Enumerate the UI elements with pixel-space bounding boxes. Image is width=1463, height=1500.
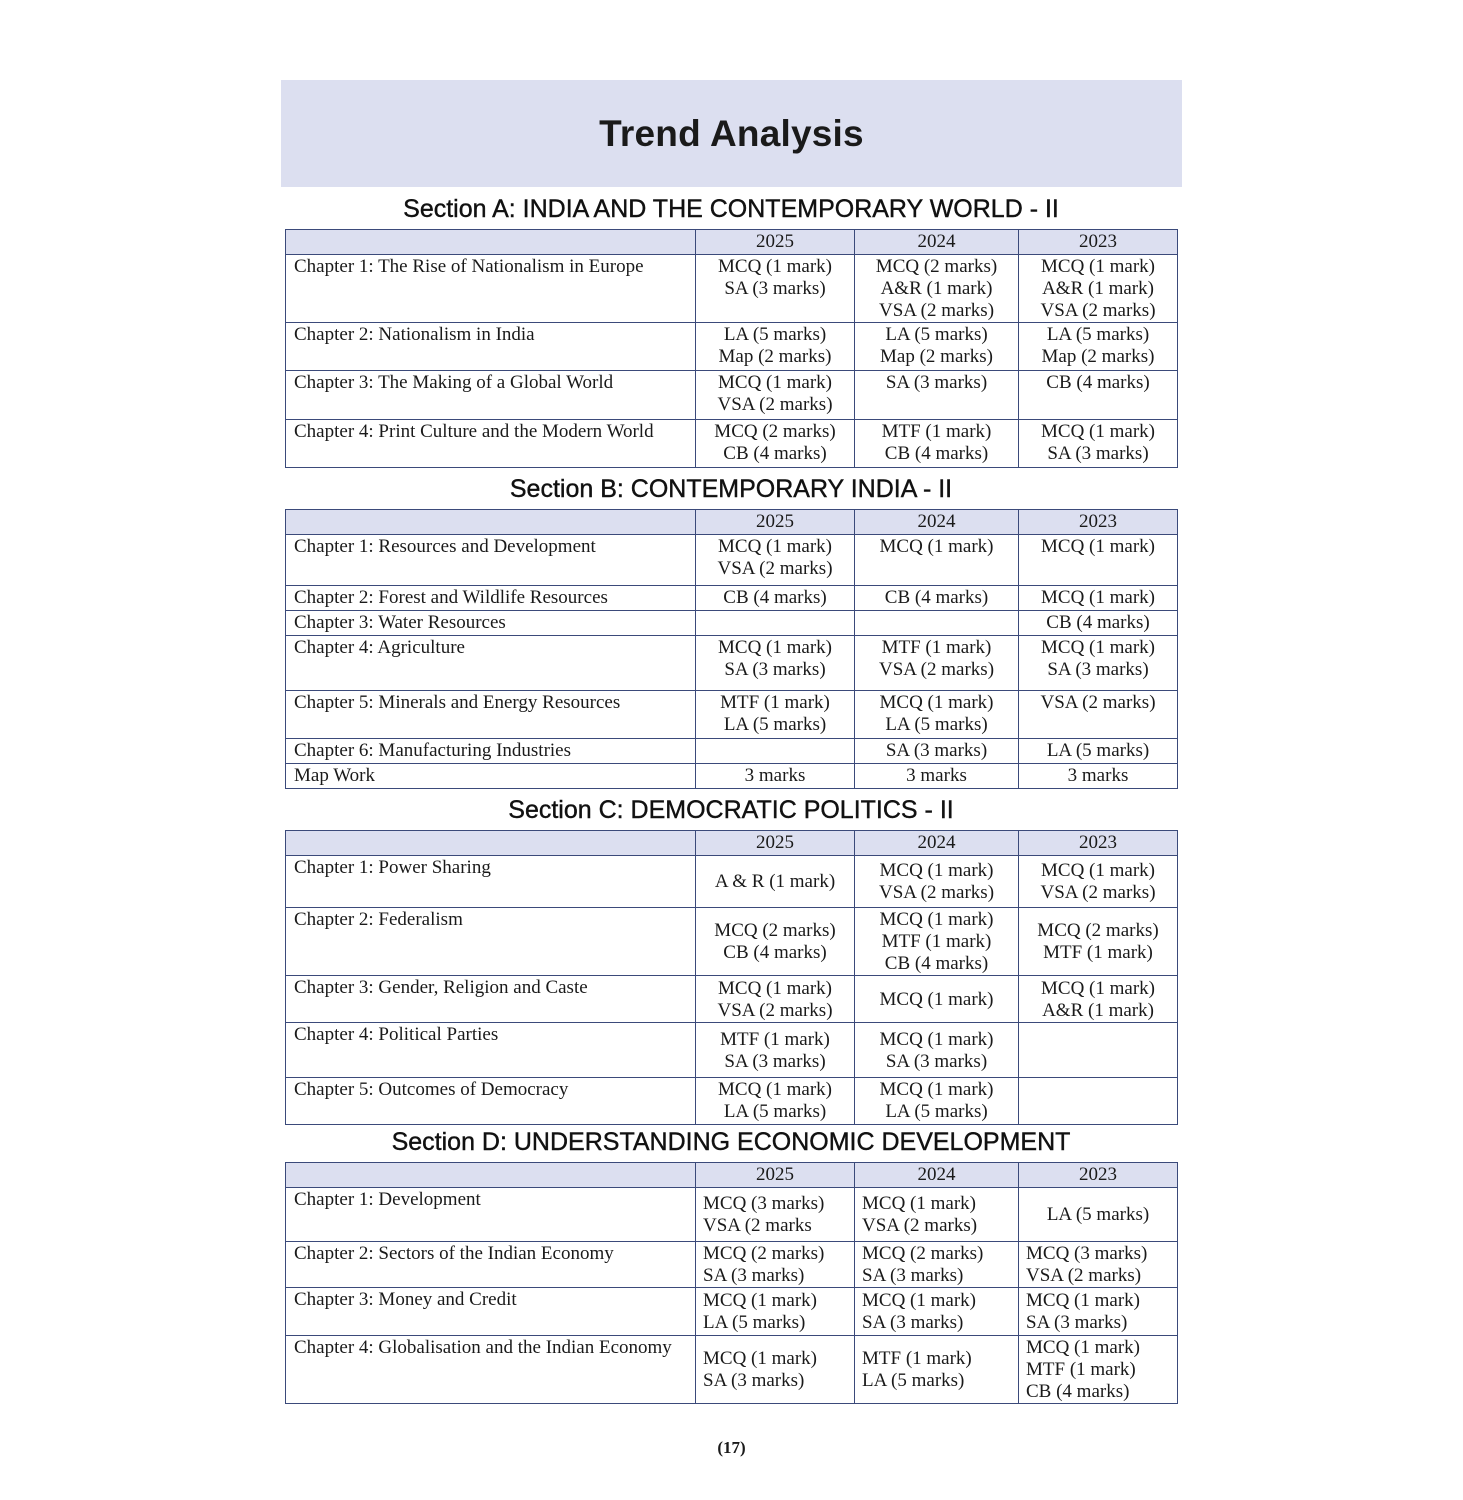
table-row xyxy=(286,420,1178,468)
marks-cell-2025 xyxy=(696,1188,855,1242)
marks-entry: LA (5 marks) xyxy=(1046,740,1150,761)
marks-cell-2023 xyxy=(1019,1242,1178,1288)
table-row xyxy=(286,611,1178,636)
section-d-title: Section D: UNDERSTANDING ECONOMIC DEVELOPMENT xyxy=(391,1128,1071,1156)
marks-cell-2025 xyxy=(696,371,855,420)
marks-entry: MCQ (1 mark) xyxy=(879,988,994,1010)
marks-entry: MCQ (1 mark) xyxy=(1041,587,1155,608)
marks-entry: VSA (2 marks) xyxy=(878,882,995,903)
marks-entry: LA (5 marks) xyxy=(885,324,988,345)
header-chapter-cell xyxy=(286,510,696,535)
table-row xyxy=(286,1188,1178,1242)
marks-entry: 3 marks xyxy=(1067,765,1129,786)
table-row xyxy=(286,1336,1178,1404)
marks-entry: Map (2 marks) xyxy=(880,346,993,367)
marks-entry: VSA (2 marks) xyxy=(1040,882,1156,903)
section-b-table xyxy=(285,509,1178,789)
marks-entry: VSA (2 marks) xyxy=(1040,692,1156,713)
header-year-cell: 2023 xyxy=(1019,230,1178,255)
marks-entry: 3 marks xyxy=(906,765,967,786)
marks-entry: MTF (1 mark) xyxy=(720,692,830,713)
chapter-cell: Chapter 1: Power Sharing xyxy=(286,856,696,908)
chapter-cell: Map Work xyxy=(286,764,696,789)
marks-entry: VSA (2 marks) xyxy=(862,1215,978,1236)
marks-entry: SA (3 marks) xyxy=(862,1265,964,1286)
marks-cell-2023 xyxy=(1019,1288,1178,1336)
header-year-cell: 2024 xyxy=(855,510,1019,535)
table-row xyxy=(286,1242,1178,1288)
marks-entry: LA (5 marks) xyxy=(703,1312,806,1333)
chapter-cell: Chapter 4: Agriculture xyxy=(286,636,696,691)
chapter-cell: Chapter 5: Outcomes of Democracy xyxy=(286,1078,696,1125)
marks-cell-2023 xyxy=(1019,908,1178,976)
marks-entry: MTF (1 mark) xyxy=(881,637,992,658)
marks-cell-2023 xyxy=(1019,1023,1178,1078)
marks-cell-2025 xyxy=(696,908,855,976)
marks-entry: MCQ (1 mark) xyxy=(718,977,832,999)
table-row xyxy=(286,636,1178,691)
marks-entry: CB (4 marks) xyxy=(1026,1381,1130,1402)
marks-cell-2024 xyxy=(855,611,1019,636)
marks-cell-2025 xyxy=(696,1078,855,1125)
table-header-row xyxy=(286,230,1178,255)
marks-cell-2024 xyxy=(855,586,1019,611)
marks-cell-2025 xyxy=(696,636,855,691)
chapter-cell: Chapter 3: Money and Credit xyxy=(286,1288,696,1336)
marks-cell-2025 xyxy=(696,1336,855,1404)
table-row xyxy=(286,371,1178,420)
marks-cell-2024 xyxy=(855,371,1019,420)
marks-cell-2024 xyxy=(855,420,1019,468)
marks-entry: MCQ (2 marks) xyxy=(875,256,998,277)
table-row xyxy=(286,1078,1178,1125)
marks-entry: CB (4 marks) xyxy=(884,443,989,464)
marks-entry: SA (3 marks) xyxy=(1026,1312,1128,1333)
marks-cell-2023 xyxy=(1019,255,1178,323)
section-c-title: Section C: DEMOCRATIC POLITICS - II xyxy=(508,796,954,824)
marks-cell-2024 xyxy=(855,856,1019,908)
table-row xyxy=(286,1023,1178,1078)
marks-entry: SA (3 marks) xyxy=(862,1312,964,1333)
chapter-cell: Chapter 1: Development xyxy=(286,1188,696,1242)
section-d-table xyxy=(285,1162,1178,1404)
table-row xyxy=(286,976,1178,1023)
marks-entry: VSA (2 marks) xyxy=(717,394,833,415)
marks-entry: CB (4 marks) xyxy=(1046,612,1150,633)
marks-entry: MTF (1 mark) xyxy=(720,1028,830,1050)
marks-entry: MCQ (1 mark) xyxy=(1041,860,1155,881)
marks-entry: CB (4 marks) xyxy=(1046,372,1150,393)
marks-entry: CB (4 marks) xyxy=(884,587,989,608)
marks-entry: MCQ (3 marks) xyxy=(1026,1243,1148,1264)
marks-cell-2025 xyxy=(696,976,855,1023)
marks-entry: VSA (2 marks xyxy=(703,1215,812,1236)
marks-cell-2025 xyxy=(696,586,855,611)
table-row xyxy=(286,856,1178,908)
section-a-table xyxy=(285,229,1178,468)
marks-cell-2023 xyxy=(1019,1336,1178,1404)
marks-cell-2024 xyxy=(855,1242,1019,1288)
marks-entry: MCQ (1 mark) xyxy=(718,536,832,557)
marks-entry: VSA (2 marks) xyxy=(1026,1265,1142,1286)
marks-cell-2025 xyxy=(696,856,855,908)
marks-entry: LA (5 marks) xyxy=(1046,324,1150,345)
marks-cell-2025 xyxy=(696,323,855,371)
header-year-cell: 2023 xyxy=(1019,510,1178,535)
marks-entry: CB (4 marks) xyxy=(723,587,827,608)
marks-cell-2023 xyxy=(1019,323,1178,371)
marks-cell-2025 xyxy=(696,1242,855,1288)
chapter-cell: Chapter 4: Globalisation and the Indian Economy xyxy=(286,1336,696,1404)
table-row xyxy=(286,1288,1178,1336)
marks-entry: VSA (2 marks) xyxy=(878,300,995,321)
marks-entry: MCQ (1 mark) xyxy=(1041,536,1155,557)
marks-cell-2024 xyxy=(855,976,1019,1023)
marks-entry: A&R (1 mark) xyxy=(1042,278,1154,299)
marks-entry: MCQ (1 mark) xyxy=(718,372,832,393)
marks-entry: MCQ (1 mark) xyxy=(879,692,994,713)
marks-cell-2024 xyxy=(855,1288,1019,1336)
header-year-cell: 2024 xyxy=(855,831,1019,856)
marks-cell-2023 xyxy=(1019,856,1178,908)
marks-entry: SA (3 marks) xyxy=(1047,659,1149,680)
marks-cell-2023 xyxy=(1019,420,1178,468)
marks-cell-2023 xyxy=(1019,636,1178,691)
marks-entry: SA (3 marks) xyxy=(724,659,826,680)
marks-entry: MTF (1 mark) xyxy=(1043,942,1153,963)
marks-entry: VSA (2 marks) xyxy=(717,558,833,579)
page-number: (17) xyxy=(717,1438,746,1457)
marks-entry: MCQ (1 mark) xyxy=(718,1079,832,1100)
marks-entry: A&R (1 mark) xyxy=(880,278,993,299)
table-row xyxy=(286,739,1178,764)
marks-entry: MTF (1 mark) xyxy=(881,931,992,952)
chapter-cell: Chapter 4: Political Parties xyxy=(286,1023,696,1078)
marks-cell-2025 xyxy=(696,1288,855,1336)
marks-entry: LA (5 marks) xyxy=(885,1101,988,1122)
marks-cell-2024 xyxy=(855,739,1019,764)
table-row xyxy=(286,691,1178,739)
marks-entry: LA (5 marks) xyxy=(885,714,988,735)
marks-entry: MCQ (1 mark) xyxy=(879,1079,994,1100)
marks-entry: SA (3 marks) xyxy=(885,372,988,393)
marks-cell-2024 xyxy=(855,1023,1019,1078)
chapter-cell: Chapter 2: Nationalism in India xyxy=(286,323,696,371)
marks-entry: LA (5 marks) xyxy=(862,1370,965,1391)
marks-cell-2023 xyxy=(1019,1188,1178,1242)
chapter-cell: Chapter 1: Resources and Development xyxy=(286,535,696,586)
marks-entry: SA (3 marks) xyxy=(724,1050,826,1072)
chapter-cell: Chapter 3: The Making of a Global World xyxy=(286,371,696,420)
marks-entry: CB (4 marks) xyxy=(723,443,827,464)
marks-entry: MCQ (1 mark) xyxy=(1041,421,1155,442)
marks-entry: LA (5 marks) xyxy=(1046,1204,1150,1225)
marks-cell-2024 xyxy=(855,535,1019,586)
marks-entry: MTF (1 mark) xyxy=(1026,1359,1136,1380)
marks-entry: VSA (2 marks) xyxy=(717,999,833,1021)
header-chapter-cell xyxy=(286,1163,696,1188)
header-year-cell: 2023 xyxy=(1019,1163,1178,1188)
marks-entry: Map (2 marks) xyxy=(1041,346,1155,367)
header-year-cell: 2025 xyxy=(696,230,855,255)
marks-cell-2023 xyxy=(1019,586,1178,611)
marks-cell-2025 xyxy=(696,255,855,323)
marks-entry: MCQ (1 mark) xyxy=(718,256,832,277)
marks-entry: 3 marks xyxy=(744,765,806,786)
section-c-table xyxy=(285,830,1178,1125)
chapter-cell: Chapter 3: Gender, Religion and Caste xyxy=(286,976,696,1023)
marks-entry: MCQ (1 mark) xyxy=(703,1290,817,1311)
chapter-cell: Chapter 2: Forest and Wildlife Resources xyxy=(286,586,696,611)
marks-entry: SA (3 marks) xyxy=(885,1050,988,1072)
marks-cell-2024 xyxy=(855,1188,1019,1242)
table-row xyxy=(286,255,1178,323)
table-row xyxy=(286,764,1178,789)
title-banner xyxy=(281,80,1182,187)
marks-cell-2024 xyxy=(855,323,1019,371)
marks-entry: CB (4 marks) xyxy=(884,953,989,974)
marks-cell-2023 xyxy=(1019,611,1178,636)
chapter-cell: Chapter 3: Water Resources xyxy=(286,611,696,636)
marks-entry: MCQ (2 marks) xyxy=(862,1243,984,1264)
table-row xyxy=(286,908,1178,976)
marks-entry: A&R (1 mark) xyxy=(1042,999,1154,1021)
marks-entry: MCQ (1 mark) xyxy=(1026,1337,1140,1358)
header-year-cell: 2024 xyxy=(855,1163,1019,1188)
marks-entry: SA (3 marks) xyxy=(885,740,988,761)
marks-entry: MCQ (1 mark) xyxy=(1041,637,1155,658)
marks-entry: VSA (2 marks) xyxy=(878,659,995,680)
table-header-row xyxy=(286,510,1178,535)
header-year-cell: 2024 xyxy=(855,230,1019,255)
marks-entry: MCQ (1 mark) xyxy=(1041,977,1155,999)
marks-entry: SA (3 marks) xyxy=(703,1265,805,1286)
marks-cell-2024 xyxy=(855,764,1019,789)
table-row xyxy=(286,586,1178,611)
marks-cell-2024 xyxy=(855,636,1019,691)
section-a-title: Section A: INDIA AND THE CONTEMPORARY WORLD - II xyxy=(403,195,1059,223)
table-header-row xyxy=(286,831,1178,856)
section-b-title: Section B: CONTEMPORARY INDIA - II xyxy=(509,475,953,503)
table-row xyxy=(286,535,1178,586)
marks-cell-2023 xyxy=(1019,976,1178,1023)
marks-entry: MCQ (1 mark) xyxy=(703,1348,817,1369)
marks-cell-2024 xyxy=(855,691,1019,739)
chapter-cell: Chapter 2: Federalism xyxy=(286,908,696,976)
marks-cell-2024 xyxy=(855,908,1019,976)
table-row xyxy=(286,323,1178,371)
marks-cell-2024 xyxy=(855,255,1019,323)
marks-cell-2023 xyxy=(1019,535,1178,586)
marks-entry: A & R (1 mark) xyxy=(714,871,836,892)
marks-cell-2024 xyxy=(855,1336,1019,1404)
marks-entry: MCQ (1 mark) xyxy=(1026,1290,1140,1311)
chapter-cell: Chapter 6: Manufacturing Industries xyxy=(286,739,696,764)
marks-cell-2025 xyxy=(696,420,855,468)
header-year-cell: 2025 xyxy=(696,831,855,856)
marks-entry: MTF (1 mark) xyxy=(862,1348,972,1369)
marks-cell-2023 xyxy=(1019,691,1178,739)
marks-entry: MCQ (1 mark) xyxy=(879,860,994,881)
header-year-cell: 2025 xyxy=(696,510,855,535)
marks-entry: MCQ (1 mark) xyxy=(1041,256,1155,277)
chapter-cell: Chapter 5: Minerals and Energy Resources xyxy=(286,691,696,739)
marks-entry: LA (5 marks) xyxy=(723,324,827,345)
marks-entry: LA (5 marks) xyxy=(723,714,827,735)
chapter-cell: Chapter 4: Print Culture and the Modern World xyxy=(286,420,696,468)
marks-entry: Map (2 marks) xyxy=(718,346,832,367)
marks-cell-2025 xyxy=(696,611,855,636)
header-chapter-cell xyxy=(286,831,696,856)
marks-entry: MCQ (1 mark) xyxy=(862,1193,976,1214)
marks-entry: MCQ (2 marks) xyxy=(1037,920,1159,941)
marks-cell-2023 xyxy=(1019,764,1178,789)
marks-entry: MCQ (1 mark) xyxy=(879,1028,994,1050)
marks-cell-2025 xyxy=(696,739,855,764)
header-year-cell: 2025 xyxy=(696,1163,855,1188)
marks-cell-2023 xyxy=(1019,739,1178,764)
marks-cell-2023 xyxy=(1019,1078,1178,1125)
marks-entry: MCQ (1 mark) xyxy=(879,536,994,557)
marks-entry: LA (5 marks) xyxy=(723,1101,827,1122)
chapter-cell: Chapter 2: Sectors of the Indian Economy xyxy=(286,1242,696,1288)
marks-entry: MCQ (1 mark) xyxy=(879,909,994,930)
marks-entry: MCQ (3 marks) xyxy=(703,1193,825,1214)
marks-entry: CB (4 marks) xyxy=(723,942,827,963)
marks-cell-2025 xyxy=(696,764,855,789)
marks-cell-2024 xyxy=(855,1078,1019,1125)
marks-entry: SA (3 marks) xyxy=(703,1370,805,1391)
marks-entry: MTF (1 mark) xyxy=(881,421,992,442)
marks-entry: SA (3 marks) xyxy=(724,278,826,299)
marks-entry: MCQ (2 marks) xyxy=(714,920,836,941)
marks-entry: MCQ (1 mark) xyxy=(862,1290,976,1311)
marks-entry: MCQ (1 mark) xyxy=(718,637,832,658)
marks-entry: SA (3 marks) xyxy=(1047,443,1149,464)
header-chapter-cell xyxy=(286,230,696,255)
marks-entry: MCQ (2 marks) xyxy=(703,1243,825,1264)
marks-cell-2023 xyxy=(1019,371,1178,420)
marks-cell-2025 xyxy=(696,691,855,739)
marks-entry: VSA (2 marks) xyxy=(1040,300,1156,321)
chapter-cell: Chapter 1: The Rise of Nationalism in Europe xyxy=(286,255,696,323)
marks-cell-2025 xyxy=(696,535,855,586)
header-year-cell: 2023 xyxy=(1019,831,1178,856)
marks-entry: MCQ (2 marks) xyxy=(714,421,836,442)
page-title: Trend Analysis xyxy=(599,112,864,154)
marks-cell-2025 xyxy=(696,1023,855,1078)
table-header-row xyxy=(286,1163,1178,1188)
